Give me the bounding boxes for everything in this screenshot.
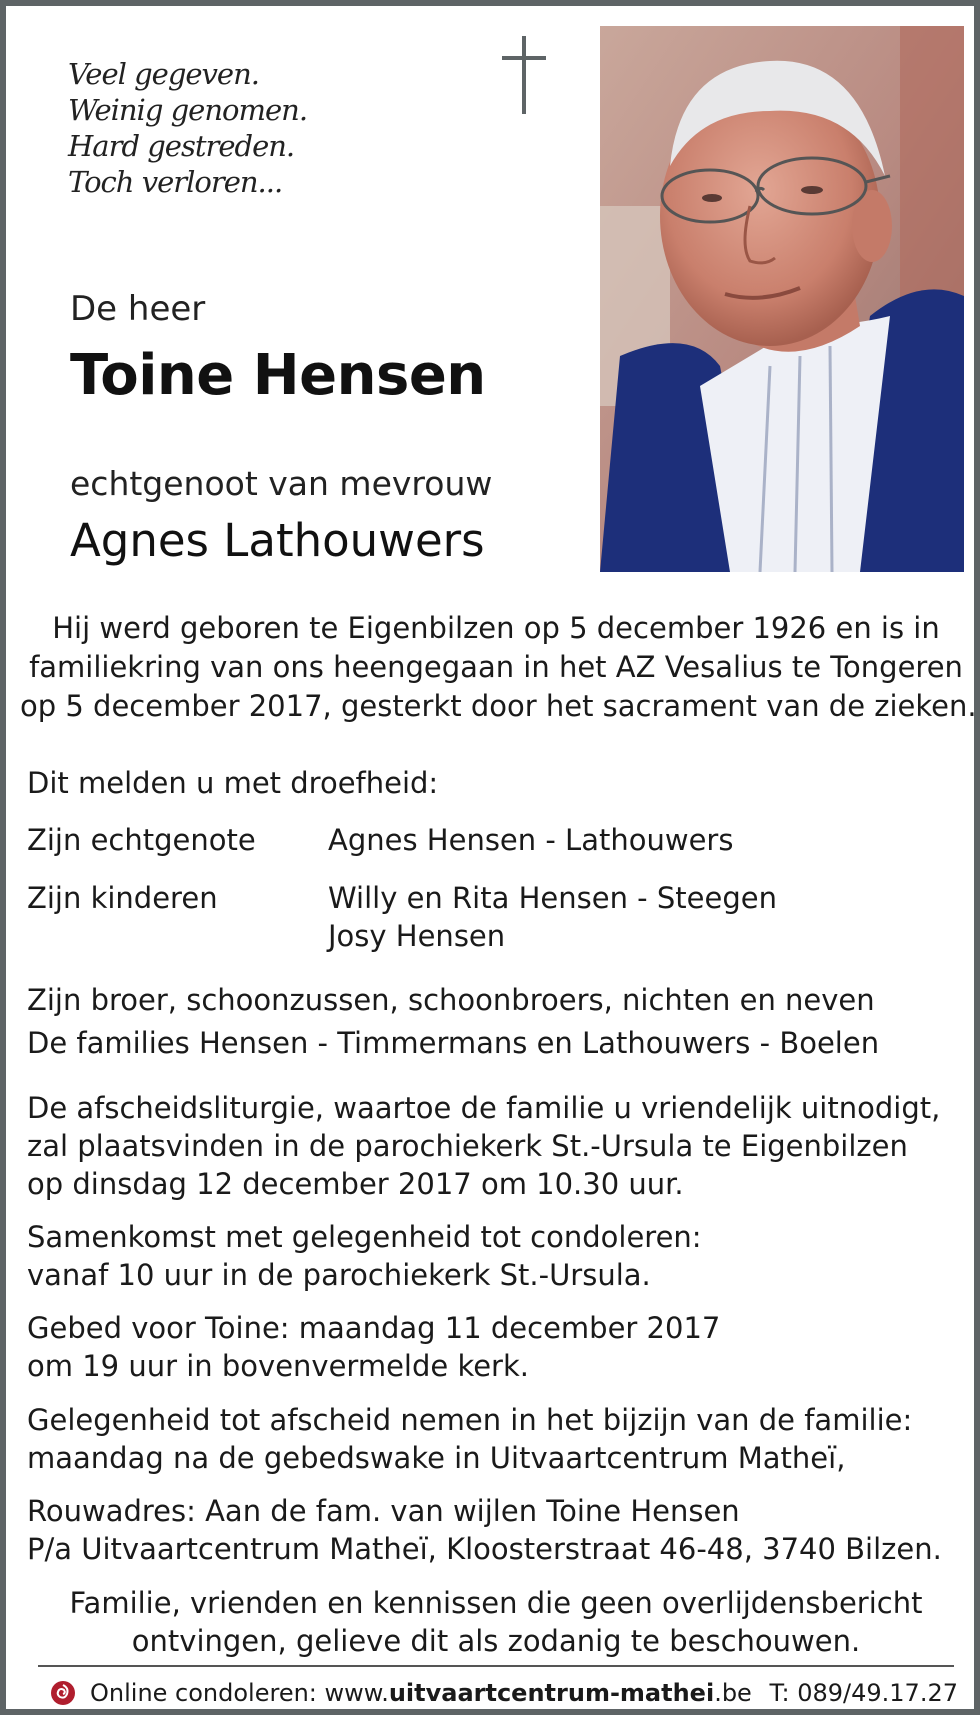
liturgy-line: op dinsdag 12 december 2017 om 10.30 uur.	[27, 1167, 684, 1201]
rose-logo-icon	[50, 1680, 76, 1706]
spouse-name: Agnes Lathouwers	[70, 514, 485, 567]
address-line: Rouwadres: Aan de fam. van wijlen Toine Hensen	[27, 1494, 740, 1528]
announcement: Dit melden u met droefheid:	[27, 766, 439, 800]
poem	[68, 56, 307, 200]
liturgy-paragraph	[27, 1089, 940, 1203]
deceased-name: Toine Hensen	[70, 343, 486, 408]
condolence-line: vanaf 10 uur in de parochiekerk St.-Ursula.	[27, 1258, 651, 1292]
intro-line: op 5 december 2017, gesterkt door het sacrament van de zieken.	[20, 689, 977, 723]
farewell-paragraph	[27, 1401, 912, 1477]
prayer-paragraph	[27, 1309, 720, 1385]
footer-divider	[38, 1665, 954, 1667]
child-value: Willy en Rita Hensen - Steegen	[328, 881, 777, 915]
child-value: Josy Hensen	[328, 919, 506, 953]
closing-line: Familie, vrienden en kennissen die geen overlijdensbericht	[69, 1586, 923, 1620]
address-paragraph	[27, 1492, 942, 1568]
farewell-line: maandag na de gebedswake in Uitvaartcentrum Matheï,	[27, 1441, 846, 1475]
address-line: P/a Uitvaartcentrum Matheï, Kloosterstraat 46-48, 3740 Bilzen.	[27, 1532, 942, 1566]
poem-line: Toch verloren...	[68, 165, 283, 199]
spouse-label: Zijn echtgenote	[27, 823, 256, 857]
prayer-line: om 19 uur in bovenvermelde kerk.	[27, 1349, 529, 1383]
honorific: De heer	[70, 289, 206, 329]
spouse-value: Agnes Hensen - Lathouwers	[328, 823, 734, 857]
online-label: Online condoleren: www.	[90, 1679, 389, 1707]
children-label: Zijn kinderen	[27, 881, 218, 915]
relatives-line: De families Hensen - Timmermans en Lathouwers - Boelen	[27, 1026, 880, 1060]
spouse-intro: echtgenoot van mevrouw	[70, 464, 493, 503]
cross-icon	[502, 36, 546, 114]
poem-line: Weinig genomen.	[68, 93, 308, 127]
condolence-paragraph	[27, 1218, 702, 1294]
website-tld: .be	[714, 1679, 752, 1707]
intro-line: familiekring van ons heengegaan in het AZ Vesalius te Tongeren	[29, 650, 963, 684]
poem-line: Hard gestreden.	[68, 129, 295, 163]
birth-death-paragraph	[20, 609, 977, 726]
website-link[interactable]: uitvaartcentrum-mathei	[388, 1679, 715, 1707]
relatives-line: Zijn broer, schoonzussen, schoonbroers, nichten en neven	[27, 983, 875, 1017]
prayer-line: Gebed voor Toine: maandag 11 december 2017	[27, 1311, 721, 1345]
condolence-line: Samenkomst met gelegenheid tot condoleren:	[27, 1220, 702, 1254]
closing-note	[20, 1584, 972, 1660]
phone-number: T: 089/49.17.27	[769, 1679, 958, 1707]
poem-line: Veel gegeven.	[68, 57, 259, 91]
liturgy-line: zal plaatsvinden in de parochiekerk St.-Ursula te Eigenbilzen	[27, 1129, 908, 1163]
closing-line: ontvingen, gelieve dit als zodanig te beschouwen.	[131, 1624, 861, 1658]
farewell-line: Gelegenheid tot afscheid nemen in het bijzijn van de familie:	[27, 1403, 913, 1437]
online-condolence[interactable]	[50, 1673, 752, 1713]
intro-line: Hij werd geboren te Eigenbilzen op 5 december 1926 en is in	[52, 611, 940, 645]
footer	[50, 1673, 958, 1713]
portrait-photo	[600, 26, 964, 572]
liturgy-line: De afscheidsliturgie, waartoe de familie u vriendelijk uitnodigt,	[27, 1091, 941, 1125]
